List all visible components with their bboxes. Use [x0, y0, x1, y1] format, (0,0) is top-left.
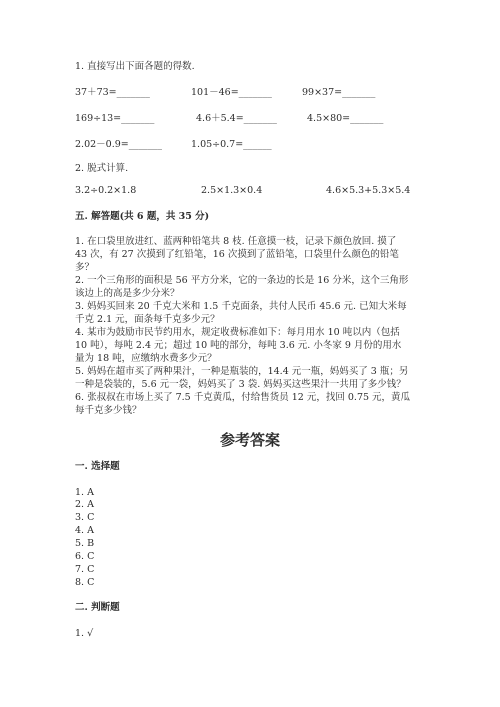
calc-item-3: 4.6×5.3+5.3×5.4 [326, 185, 411, 196]
answer-item: 1. A [75, 487, 94, 498]
word-problem-line: 2. 一个三角形的面积是 56 平方分米，它的一条边的长是 16 分米，这个三角形 [75, 275, 409, 286]
problem-2-2: 4.6＋5.4=_______ [196, 113, 277, 124]
word-problem-line: 5. 妈妈在超市买了两种果汁，一种是瓶装的，14.4 元一瓶，妈妈买了 3 瓶；另 [75, 366, 409, 377]
word-problem-line: 量为 18 吨，应缴纳水费多少元？ [75, 353, 217, 364]
problem-1-3: 99×37=_______ [302, 87, 376, 98]
problem-1-1: 37＋73=_______ [75, 87, 150, 98]
answer-item: 4. A [75, 525, 94, 536]
section1-heading: 1. 直接写出下面各题的得数. [75, 61, 195, 72]
word-problem-line: 千克 2.1 元，面条每千克多少元？ [75, 314, 220, 325]
answer-item: 3. C [75, 512, 95, 523]
word-problem-line: 该边上的高是多少分米？ [75, 288, 180, 299]
section5-heading: 五. 解答题(共 6 题，共 35 分) [75, 211, 210, 222]
word-problem-line: 1. 在口袋里放进红、蓝两种铅笔共 8 枝. 任意摸一枝，记录下颜色放回. 摸了 [75, 236, 397, 247]
word-problem-line: 6. 张叔叔在市场上买了 7.5 千克黄瓜，付给售货员 12 元，找回 0.75 元，黄瓜 [75, 392, 411, 403]
answers-part1-heading: 一. 选择题 [75, 461, 120, 472]
answer-item: 5. B [75, 538, 95, 549]
answer-item: 7. C [75, 564, 95, 575]
problem-3-1: 2.02－0.9=_______ [75, 139, 162, 150]
calc-item-2: 2.5×1.3×0.4 [201, 185, 263, 196]
section2-heading: 2. 脱式计算. [75, 163, 129, 174]
word-problem-line: 一种是袋装的，5.6 元一袋，妈妈买了 3 袋. 妈妈买这些果汁一共用了多少钱？ [75, 379, 406, 390]
word-problem-line: 3. 妈妈买回来 20 千克大米和 1.5 千克面条，共付人民币 45.6 元. 已知大米每 [75, 301, 407, 312]
problem-2-3: 4.5×80=_______ [307, 113, 384, 124]
answers-part2-heading: 二. 判断题 [75, 602, 120, 613]
problem-1-2: 101－46=_______ [191, 87, 272, 98]
word-problem-line: 43 次，有 27 次摸到了红铅笔，16 次摸到了蓝铅笔，口袋里什么颜色的铅笔 [75, 249, 399, 260]
answer-item: 6. C [75, 551, 95, 562]
word-problem-line: 4. 某市为鼓励市民节约用水，规定收费标准如下：每月用水 10 吨以内（包括 [75, 327, 400, 338]
problem-3-2: 1.05÷0.7=______ [191, 139, 272, 150]
problem-2-1: 169÷13=_______ [75, 113, 155, 124]
answer-item: 1. √ [75, 628, 94, 639]
word-problem-line: 10 吨），每吨 2.4 元；超过 10 吨的部分，每吨 3.6 元. 小冬家 9 月份的用水 [75, 340, 402, 351]
answer-item: 8. C [75, 577, 95, 588]
word-problem-line: 多？ [75, 262, 95, 273]
answer-item: 2. A [75, 499, 94, 510]
answers-title: 参考答案 [219, 431, 280, 449]
calc-item-1: 3.2÷0.2×1.8 [75, 185, 137, 196]
word-problem-line: 每千克多少钱？ [75, 405, 142, 416]
